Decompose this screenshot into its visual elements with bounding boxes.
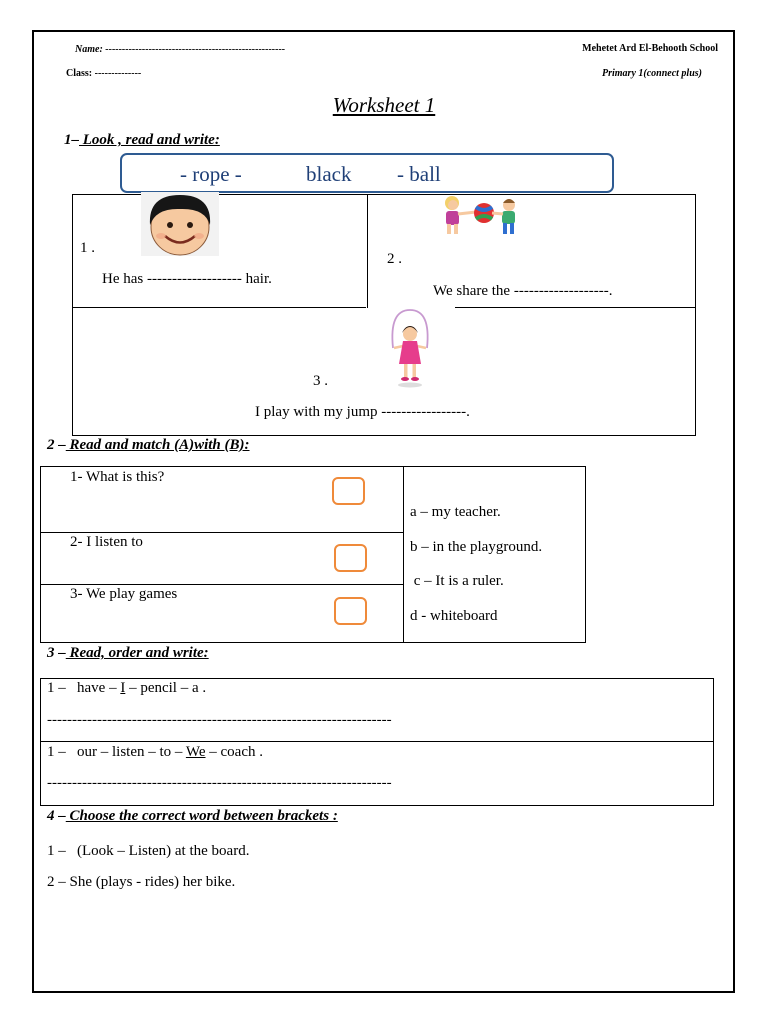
girl-jump-rope-picture xyxy=(385,308,435,390)
answer-line-2[interactable]: --------------------------------------------------------------------- xyxy=(47,775,392,791)
choose-item-2[interactable]: 2 – She (plays - rides) her bike. xyxy=(47,874,236,890)
name-line xyxy=(75,44,285,55)
match-b-item: b – in the playground. xyxy=(410,539,543,555)
match-b-item: a – my teacher. xyxy=(410,504,501,520)
row-divider xyxy=(40,741,714,742)
answer-box-3[interactable] xyxy=(334,597,367,625)
order-sentence-2: 1 – our – listen – to – We – coach . xyxy=(47,744,263,760)
column-divider xyxy=(403,466,404,643)
divider xyxy=(72,307,366,308)
section3-heading: 3 – Read, order and write: xyxy=(47,645,209,661)
answer-box-1[interactable] xyxy=(332,477,365,505)
grade-level: Primary 1(connect plus) xyxy=(602,68,702,79)
match-a-item: 3- We play games xyxy=(70,586,178,602)
divider xyxy=(367,194,368,308)
match-b-item: c – It is a ruler. xyxy=(410,573,504,589)
name-label: Name: xyxy=(75,44,103,55)
q1-number: 1 . xyxy=(80,240,95,256)
row-divider xyxy=(40,584,403,585)
school-name: Mehetet Ard El-Behooth School xyxy=(582,43,718,54)
match-a-item: 1- What is this? xyxy=(70,469,165,485)
row-divider xyxy=(40,532,403,533)
class-blank[interactable]: -------------- xyxy=(94,68,142,79)
divider xyxy=(455,307,696,308)
class-label: Class: xyxy=(66,68,93,79)
class-line xyxy=(66,68,141,79)
word-ball: - ball xyxy=(397,162,441,186)
word-bank xyxy=(120,153,614,193)
section4-heading: 4 – Choose the correct word between brackets : xyxy=(47,808,338,824)
answer-box-2[interactable] xyxy=(334,544,367,572)
q2-number: 2 . xyxy=(387,251,402,267)
section2-heading: 2 – Read and match (A)with (B): xyxy=(47,437,250,453)
order-sentence-1: 1 – have – I – pencil – a . xyxy=(47,680,207,696)
word-rope: - rope - xyxy=(180,162,242,186)
q1-sentence[interactable]: He has ------------------- hair. xyxy=(102,271,272,287)
match-a-item: 2- I listen to xyxy=(70,534,143,550)
q3-sentence[interactable]: I play with my jump -----------------. xyxy=(255,404,470,420)
q3-number: 3 . xyxy=(313,373,328,389)
choose-item-1[interactable]: 1 – (Look – Listen) at the board. xyxy=(47,843,250,859)
q2-sentence[interactable]: We share the -------------------. xyxy=(433,283,613,299)
section1-heading: 1– Look , read and write: xyxy=(64,132,220,148)
kids-sharing-ball-picture xyxy=(432,193,524,237)
word-black: black xyxy=(306,162,352,186)
name-blank[interactable]: ------------------------------------------------------ xyxy=(105,44,286,55)
page-title: Worksheet 1 xyxy=(332,93,436,117)
match-b-item: d - whiteboard xyxy=(410,608,498,624)
boy-face-picture xyxy=(141,192,219,256)
answer-line-1[interactable]: --------------------------------------------------------------------- xyxy=(47,712,392,728)
